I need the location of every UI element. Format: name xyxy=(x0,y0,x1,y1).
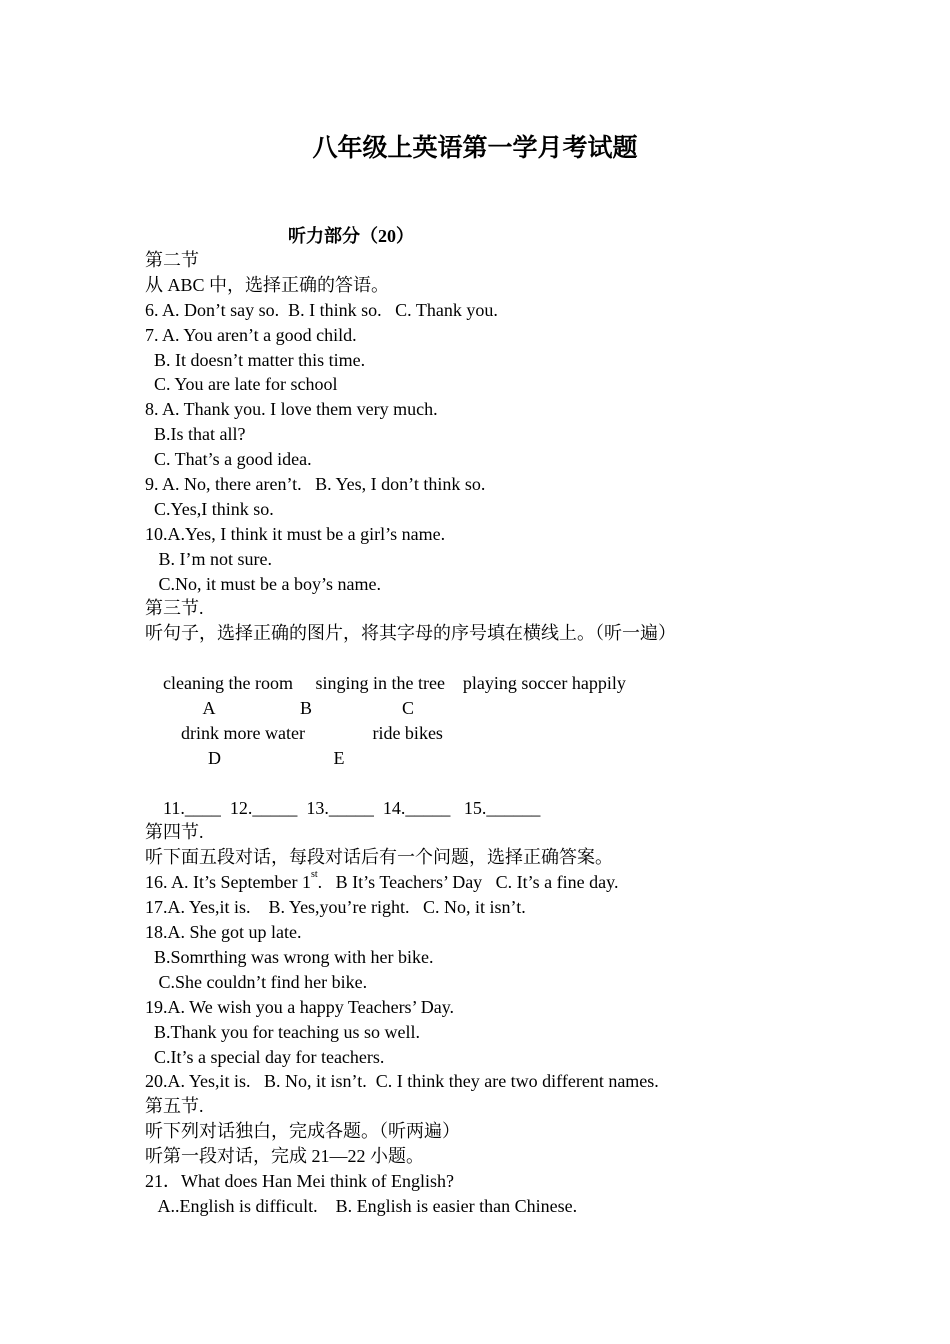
text-line: B.Somrthing was wrong with her bike. xyxy=(145,946,434,967)
text-line: 18.A. She got up late. xyxy=(145,922,302,943)
section-heading: 听力部分（20） xyxy=(288,226,414,246)
question-16 xyxy=(145,870,845,895)
text-line: C.It’s a special day for teachers. xyxy=(145,1046,385,1067)
text-line: 21．What does Han Mei think of English? xyxy=(145,1170,454,1191)
text-line: C.No, it must be a boy’s name. xyxy=(145,573,381,594)
text-line: 9. A. No, there aren’t. B. Yes, I don’t think so. xyxy=(145,474,486,495)
text-line: 第三节. xyxy=(145,598,204,619)
text-line: 19.A. We wish you a happy Teachers’ Day. xyxy=(145,996,455,1017)
text-line: 听下面五段对话，每段对话后有一个问题，选择正确答案。 xyxy=(145,847,613,868)
picture-labels-row: cleaning the room singing in the tree playing soccer happily xyxy=(145,673,626,694)
picture-letters-row: D E xyxy=(145,747,345,768)
text-line: 第五节. xyxy=(145,1096,204,1117)
text-line: 从 ABC 中，选择正确的答语。 xyxy=(145,274,390,295)
text-line: C.She couldn’t find her bike. xyxy=(145,971,368,992)
page-title: 八年级上英语第一学月考试题 xyxy=(312,135,638,162)
text-line: 8. A. Thank you. I love them very much. xyxy=(145,399,438,420)
text-line: B.Is that all? xyxy=(145,424,246,445)
text-line: 听下列对话独白，完成各题。（听两遍） xyxy=(145,1121,460,1142)
text-line: 6. A. Don’t say so. B. I think so. C. Thank you. xyxy=(145,299,498,320)
text-line: 第二节 xyxy=(145,250,199,270)
blank-line xyxy=(145,646,845,671)
text-line: C. You are late for school xyxy=(145,374,338,395)
text-line: 听句子，选择正确的图片，将其字母的序号填在横线上。（听一遍） xyxy=(145,623,676,644)
q16-start: 16. A. It’s September 1 xyxy=(145,872,311,893)
answer-blanks: 11.____ 12._____ 13._____ 14._____ 15.______ xyxy=(145,797,541,818)
text-line: B. It doesn’t matter this time. xyxy=(145,349,366,370)
picture-labels-row: drink more water ride bikes xyxy=(145,722,443,743)
text-line: A..English is difficult. B. English is easier than Chinese. xyxy=(145,1195,578,1216)
text-line: 第四节. xyxy=(145,822,204,843)
q16-superscript: st xyxy=(310,869,318,881)
text-line: C. That’s a good idea. xyxy=(145,449,312,470)
text-line: 听第一段对话，完成 21—22 小题。 xyxy=(145,1146,424,1167)
text-line: 17.A. Yes,it is. B. Yes,you’re right. C. No, it isn’t. xyxy=(145,897,526,918)
text-line: 7. A. You aren’t a good child. xyxy=(145,324,357,345)
q16-rest: . B It’s Teachers’ Day C. It’s a fine day. xyxy=(317,872,619,893)
blank-line xyxy=(145,771,845,796)
picture-letters-row: A B C xyxy=(145,698,415,719)
document-body xyxy=(145,248,845,1219)
text-line: B. I’m not sure. xyxy=(145,548,272,569)
text-line: 20.A. Yes,it is. B. No, it isn’t. C. I think they are two different names. xyxy=(145,1071,659,1092)
text-line: 10.A.Yes, I think it must be a girl’s name. xyxy=(145,523,446,544)
text-line: C.Yes,I think so. xyxy=(145,498,274,519)
text-line: B.Thank you for teaching us so well. xyxy=(145,1021,420,1042)
